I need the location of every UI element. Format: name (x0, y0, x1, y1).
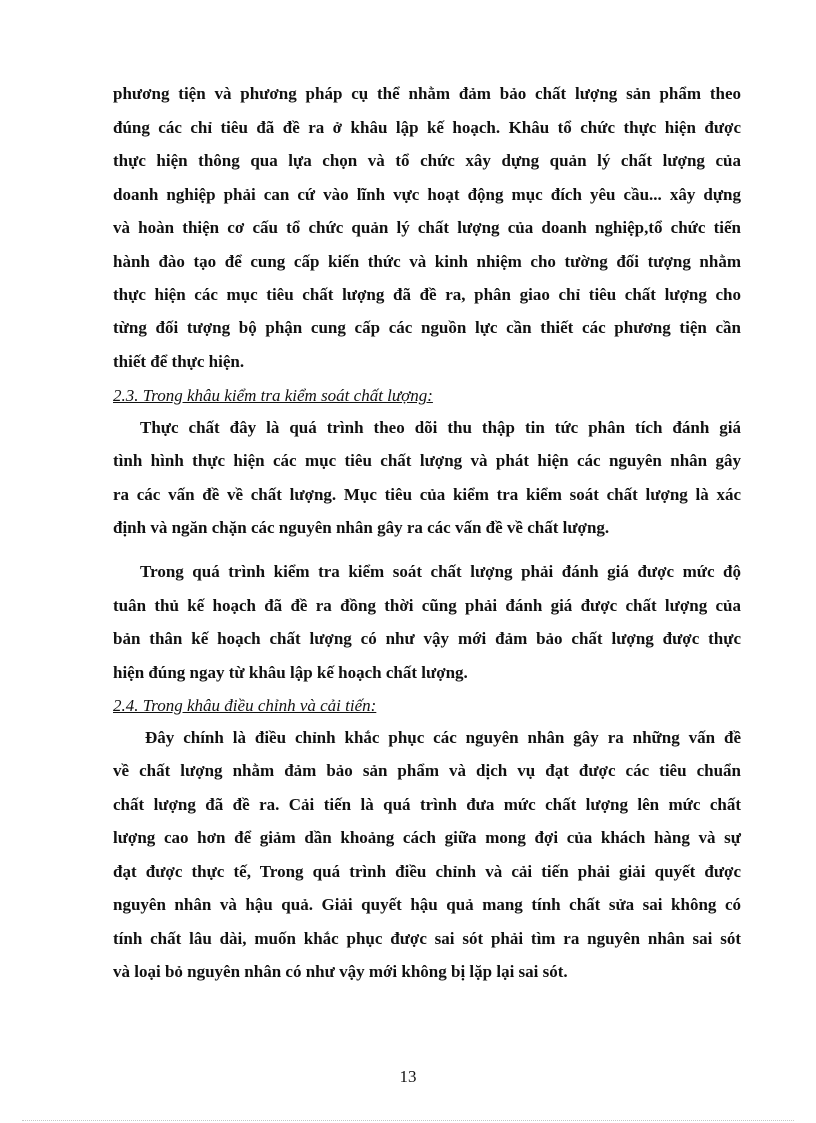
paragraph-line: đạt được thực tế, Trong quá trình điều chỉnh và cải tiến phải giải quyết được (113, 862, 741, 881)
paragraph-line: thiết để thực hiện. (113, 352, 245, 371)
section-heading-2-4: 2.4. Trong khâu điều chỉnh và cải tiến: (113, 696, 377, 715)
paragraph-line: hành đào tạo để cung cấp kiến thức và kinh nhiệm cho tường đối tượng nhằm (113, 252, 741, 271)
page-number: 13 (399, 1067, 417, 1086)
paragraph-line: doanh nghiệp phải can cứ vào lĩnh vực hoạt động mục đích yêu cầu... xây dựng (113, 185, 741, 204)
paragraph-line: và hoàn thiện cơ cấu tổ chức quản lý chất lượng của doanh nghiệp,tổ chức tiến (113, 218, 741, 237)
paragraph-line: chất lượng đã đề ra. Cải tiến là quá trình đưa mức chất lượng lên mức chất (113, 795, 741, 814)
paragraph-line: nguyên nhân và hậu quả. Giải quyết hậu quả mang tính chất sửa sai không có (113, 895, 741, 914)
paragraph-line: thực hiện các mục tiêu chất lượng đã đề ra, phân giao chỉ tiêu chất lượng cho (113, 285, 741, 304)
paragraph-line: phương tiện và phương pháp cụ thể nhằm đảm bảo chất lượng sản phẩm theo (113, 84, 741, 103)
paragraph-line: tình hình thực hiện các mục tiêu chất lượng và phát hiện các nguyên nhân gây (113, 451, 741, 470)
paragraph-line: tuân thủ kế hoạch đã đề ra đồng thời cũng phải đánh giá được chất lượng của (113, 596, 741, 615)
paragraph-line: về chất lượng nhằm đảm bảo sản phẩm và dịch vụ đạt được các tiêu chuẩn (113, 761, 741, 780)
paragraph-line: Trong quá trình kiểm tra kiểm soát chất lượng phải đánh giá được mức độ (140, 562, 741, 581)
paragraph-line: từng đối tượng bộ phận cung cấp các nguồn lực cần thiết các phương tiện cần (113, 318, 741, 337)
paragraph-line: Đây chính là điều chỉnh khắc phục các nguyên nhân gây ra những vấn đề (145, 728, 741, 747)
paragraph-line: lượng cao hơn để giảm dần khoảng cách giữa mong đợi của khách hàng và sự (113, 828, 741, 847)
section-heading-2-3: 2.3. Trong khâu kiểm tra kiểm soát chất lượng: (113, 386, 433, 405)
paragraph-line: và loại bỏ nguyên nhân có như vậy mới không bị lặp lại sai sót. (113, 962, 568, 981)
paragraph-line: tính chất lâu dài, muốn khắc phục được sai sót phải tìm ra nguyên nhân sai sót (113, 929, 741, 948)
page-bottom-divider (22, 1120, 794, 1121)
paragraph-line: bản thân kế hoạch chất lượng có như vậy mới đảm bảo chất lượng được thực (113, 629, 741, 648)
paragraph-line: hiện đúng ngay từ khâu lập kế hoạch chất lượng. (113, 663, 468, 682)
paragraph-line: định và ngăn chặn các nguyên nhân gây ra các vấn đề về chất lượng. (113, 518, 610, 537)
paragraph-line: đúng các chỉ tiêu đã đề ra ở khâu lập kế hoạch. Khâu tổ chức thực hiện được (113, 118, 741, 137)
paragraph-line: thực hiện thông qua lựa chọn và tổ chức xây dựng quản lý chất lượng của (113, 151, 741, 170)
paragraph-line: ra các vấn đề về chất lượng. Mục tiêu của kiểm tra kiểm soát chất lượng là xác (113, 485, 741, 504)
paragraph-line: Thực chất đây là quá trình theo dõi thu thập tin tức phân tích đánh giá (140, 418, 741, 437)
